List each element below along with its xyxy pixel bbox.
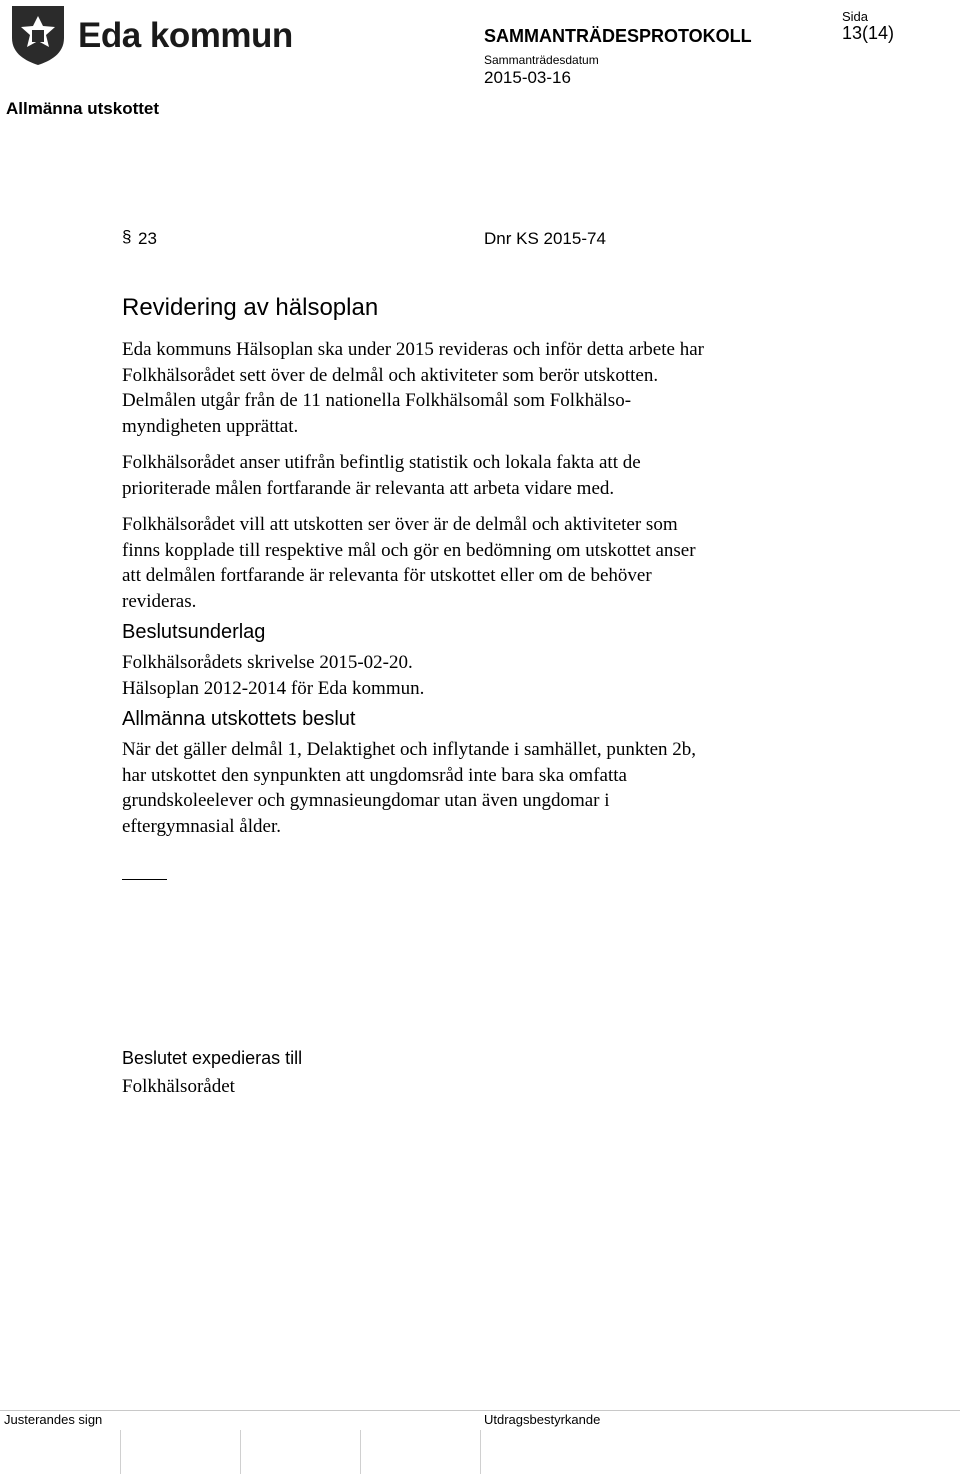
meeting-date-label: Sammanträdesdatum: [484, 53, 599, 67]
dispatch-recipient: Folkhälsorådet: [122, 1076, 235, 1097]
main-content: [122, 290, 822, 880]
text-line: finns kopplade till respektive mål och gör en bedömning om utskottet anser: [122, 539, 696, 561]
decision-paragraph: [122, 737, 822, 839]
text-line: myndigheten upprättat.: [122, 415, 299, 437]
signature-box-divider: [240, 1430, 241, 1474]
text-line: Folkhälsorådet vill att utskotten ser över är de delmål och aktiviteter som: [122, 514, 678, 535]
document-title: SAMMANTRÄDESPROTOKOLL: [484, 26, 752, 46]
page-label: Sida: [842, 9, 869, 24]
text-line: revideras.: [122, 590, 197, 612]
text-line: När det gäller delmål 1, Delaktighet och inflytande i samhället, punkten 2b,: [122, 739, 697, 760]
certification-label: Utdragsbestyrkande: [484, 1412, 601, 1427]
logo-wordmark: Eda kommun: [78, 16, 293, 55]
page-number: 13(14): [842, 23, 895, 43]
text-line: Folkhälsorådets skrivelse 2015-02-20.: [122, 652, 413, 673]
decision-heading: Allmänna utskottets beslut: [122, 708, 356, 730]
signature-box-divider: [360, 1430, 361, 1474]
section-divider: [122, 879, 167, 880]
text-line: eftergymnasial ålder.: [122, 815, 281, 837]
request-paragraph: [122, 512, 822, 614]
text-line: Eda kommuns Hälsoplan ska under 2015 revideras och inför detta arbete har: [122, 339, 704, 360]
signature-box-divider: [480, 1430, 481, 1474]
text-line: grundskoleelever och gymnasieungdomar utan även ungdomar i: [122, 790, 610, 811]
text-line: Delmålen utgår från de 11 nationella Folkhälsomål som Folkhälso-: [122, 390, 632, 411]
meeting-date: 2015-03-16: [484, 68, 571, 87]
paragraph-mark: §: [122, 227, 132, 246]
signature-label: Justerandes sign: [4, 1412, 103, 1427]
paragraph-number: 23: [138, 229, 157, 248]
signature-box-divider: [120, 1430, 121, 1474]
municipality-logo: [8, 4, 68, 66]
intro-paragraph: [122, 337, 822, 439]
basis-list: [122, 650, 822, 701]
text-line: Hälsoplan 2012-2014 för Eda kommun.: [122, 677, 425, 699]
text-line: prioriterade målen fortfarande är relevanta att arbeta vidare med.: [122, 477, 615, 499]
basis-heading: Beslutsunderlag: [122, 621, 266, 643]
statement-paragraph: [122, 450, 822, 501]
dispatch-label: Beslutet expedieras till: [122, 1048, 303, 1068]
text-line: Folkhälsorådet sett över de delmål och aktiviteter som berör utskotten.: [122, 364, 659, 386]
committee-name: Allmänna utskottet: [6, 99, 160, 118]
case-reference: Dnr KS 2015-74: [484, 229, 606, 248]
case-title: Revidering av hälsoplan: [122, 294, 379, 321]
text-line: Folkhälsorådet anser utifrån befintlig statistik och lokala fakta att de: [122, 452, 641, 473]
text-line: att delmålen fortfarande är relevanta för utskottet eller om de behöver: [122, 565, 652, 586]
text-line: har utskottet den synpunkten att ungdomsråd inte bara ska omfatta: [122, 764, 627, 786]
footer-divider: [0, 1410, 960, 1411]
